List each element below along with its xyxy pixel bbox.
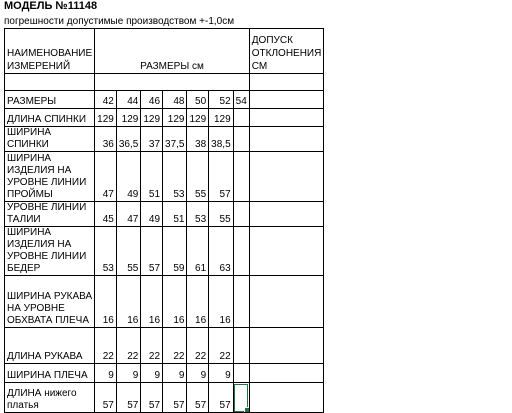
size-value-cell[interactable]: 38,5: [209, 127, 233, 152]
size-value-cell[interactable]: 16: [141, 276, 163, 328]
size-value-cell[interactable]: 9: [141, 364, 163, 383]
table-row: [5, 127, 324, 152]
row-label-cell[interactable]: УРОВНЕ ЛИНИИ ТАЛИИ: [5, 202, 95, 227]
size-value-cell[interactable]: 48: [163, 91, 187, 109]
row-label-cell[interactable]: ШИРИНА ИЗДЕЛИЯ НА УРОВНЕ ЛИНИИ БЕДЕР: [5, 227, 95, 276]
size-value-cell[interactable]: 22: [116, 328, 140, 364]
tolerance-cell[interactable]: [249, 328, 324, 364]
size-value-cell[interactable]: 16: [95, 276, 117, 328]
size-value-cell[interactable]: 129: [209, 109, 233, 127]
size-value-cell[interactable]: 16: [187, 276, 209, 328]
size-value-cell[interactable]: [233, 383, 249, 413]
tolerance-note[interactable]: погрешности допустимые производством +-1,0см: [4, 16, 235, 27]
size-value-cell[interactable]: [233, 227, 249, 276]
header-name-cell[interactable]: НАИМЕНОВАНИЕ ИЗМЕРЕНИЙ: [5, 29, 95, 74]
size-value-cell[interactable]: 61: [187, 227, 209, 276]
model-title[interactable]: МОДЕЛЬ №11148: [4, 0, 98, 12]
size-value-cell[interactable]: 129: [163, 109, 187, 127]
size-value-cell[interactable]: 42: [95, 91, 117, 109]
size-value-cell[interactable]: 129: [141, 109, 163, 127]
tolerance-cell[interactable]: [249, 364, 324, 383]
size-value-cell[interactable]: 9: [116, 364, 140, 383]
row-label-cell[interactable]: ШИРИНА ИЗДЕЛИЯ НА УРОВНЕ ЛИНИИ ПРОЙМЫ: [5, 152, 95, 202]
table-row: [5, 383, 324, 413]
size-value-cell[interactable]: 9: [163, 364, 187, 383]
size-value-cell[interactable]: 57: [116, 383, 140, 413]
size-value-cell[interactable]: 53: [95, 227, 117, 276]
size-value-cell[interactable]: 129: [95, 109, 117, 127]
blank-cell[interactable]: [249, 74, 324, 91]
table-row: [5, 276, 324, 328]
size-value-cell[interactable]: 44: [116, 91, 140, 109]
tolerance-cell[interactable]: [249, 202, 324, 227]
size-value-cell[interactable]: 16: [163, 276, 187, 328]
size-value-cell[interactable]: 9: [95, 364, 117, 383]
row-label-cell[interactable]: ДЛИНА нижего платья: [5, 383, 95, 413]
table-row: [5, 364, 324, 383]
row-label-cell[interactable]: ШИРИНА РУКАВА НА УРОВНЕ ОБХВАТА ПЛЕЧА: [5, 276, 95, 328]
size-value-cell[interactable]: 55: [116, 227, 140, 276]
tolerance-cell[interactable]: [249, 109, 324, 127]
measurements-table: [4, 28, 324, 413]
size-value-cell[interactable]: 22: [141, 328, 163, 364]
table-row: [5, 91, 324, 109]
size-value-cell[interactable]: 22: [187, 328, 209, 364]
tolerance-cell[interactable]: [249, 127, 324, 152]
tolerance-cell[interactable]: [249, 276, 324, 328]
size-value-cell[interactable]: 57: [163, 383, 187, 413]
size-value-cell[interactable]: 51: [163, 202, 187, 227]
tolerance-cell[interactable]: [249, 383, 324, 413]
row-label-cell[interactable]: ШИРИНА СПИНКИ: [5, 127, 95, 152]
size-value-cell[interactable]: 57: [141, 227, 163, 276]
size-value-cell[interactable]: 38: [187, 127, 209, 152]
table-row: [5, 202, 324, 227]
size-value-cell[interactable]: 59: [163, 227, 187, 276]
size-value-cell[interactable]: 16: [209, 276, 233, 328]
tolerance-cell[interactable]: [249, 91, 324, 109]
size-value-cell[interactable]: 55: [187, 152, 209, 202]
size-value-cell[interactable]: 49: [141, 202, 163, 227]
size-value-cell[interactable]: 45: [95, 202, 117, 227]
row-label-cell[interactable]: ШИРИНА ПЛЕЧА: [5, 364, 95, 383]
size-value-cell[interactable]: 63: [209, 227, 233, 276]
size-value-cell[interactable]: 57: [95, 383, 117, 413]
tolerance-cell[interactable]: [249, 227, 324, 276]
size-value-cell[interactable]: 22: [95, 328, 117, 364]
size-value-cell[interactable]: 47: [116, 202, 140, 227]
size-value-cell[interactable]: 49: [116, 152, 140, 202]
size-value-cell[interactable]: [233, 152, 249, 202]
size-value-cell[interactable]: 46: [141, 91, 163, 109]
size-value-cell[interactable]: 22: [163, 328, 187, 364]
tolerance-cell[interactable]: [249, 152, 324, 202]
size-value-cell[interactable]: 37: [141, 127, 163, 152]
row-label-cell[interactable]: РАЗМЕРЫ: [5, 91, 95, 109]
table-row: [5, 109, 324, 127]
size-value-cell[interactable]: 57: [187, 383, 209, 413]
size-value-cell[interactable]: 54: [233, 91, 249, 109]
header-tolerance-cell[interactable]: ДОПУСК ОТКЛОНЕНИЯ СМ: [249, 29, 324, 74]
size-value-cell[interactable]: [233, 364, 249, 383]
size-value-cell[interactable]: 55: [209, 202, 233, 227]
size-value-cell[interactable]: 53: [163, 152, 187, 202]
row-label-cell[interactable]: ДЛИНА СПИНКИ: [5, 109, 95, 127]
size-value-cell[interactable]: 57: [209, 383, 233, 413]
blank-cell[interactable]: [5, 74, 95, 91]
size-value-cell[interactable]: [233, 276, 249, 328]
row-label-cell[interactable]: ДЛИНА РУКАВА: [5, 328, 95, 364]
table-row: [5, 152, 324, 202]
table-row: [5, 227, 324, 276]
size-value-cell[interactable]: [233, 127, 249, 152]
size-value-cell[interactable]: 9: [209, 364, 233, 383]
size-value-cell[interactable]: [233, 109, 249, 127]
size-value-cell[interactable]: 16: [116, 276, 140, 328]
header-sizes-cell[interactable]: РАЗМЕРЫ см: [95, 29, 250, 74]
blank-cell[interactable]: [95, 74, 250, 91]
size-value-cell[interactable]: 22: [209, 328, 233, 364]
size-value-cell[interactable]: 47: [95, 152, 117, 202]
size-value-cell[interactable]: 36: [95, 127, 117, 152]
table-row: [5, 328, 324, 364]
size-value-cell[interactable]: 129: [116, 109, 140, 127]
size-value-cell[interactable]: 9: [187, 364, 209, 383]
size-value-cell[interactable]: 57: [141, 383, 163, 413]
size-value-cell[interactable]: 57: [209, 152, 233, 202]
size-value-cell[interactable]: 129: [187, 109, 209, 127]
size-value-cell[interactable]: 52: [209, 91, 233, 109]
size-value-cell[interactable]: 36,5: [116, 127, 140, 152]
size-value-cell[interactable]: 51: [141, 152, 163, 202]
size-value-cell[interactable]: [233, 202, 249, 227]
size-value-cell[interactable]: 50: [187, 91, 209, 109]
size-value-cell[interactable]: 53: [187, 202, 209, 227]
size-value-cell[interactable]: 37,5: [163, 127, 187, 152]
size-value-cell[interactable]: [233, 328, 249, 364]
